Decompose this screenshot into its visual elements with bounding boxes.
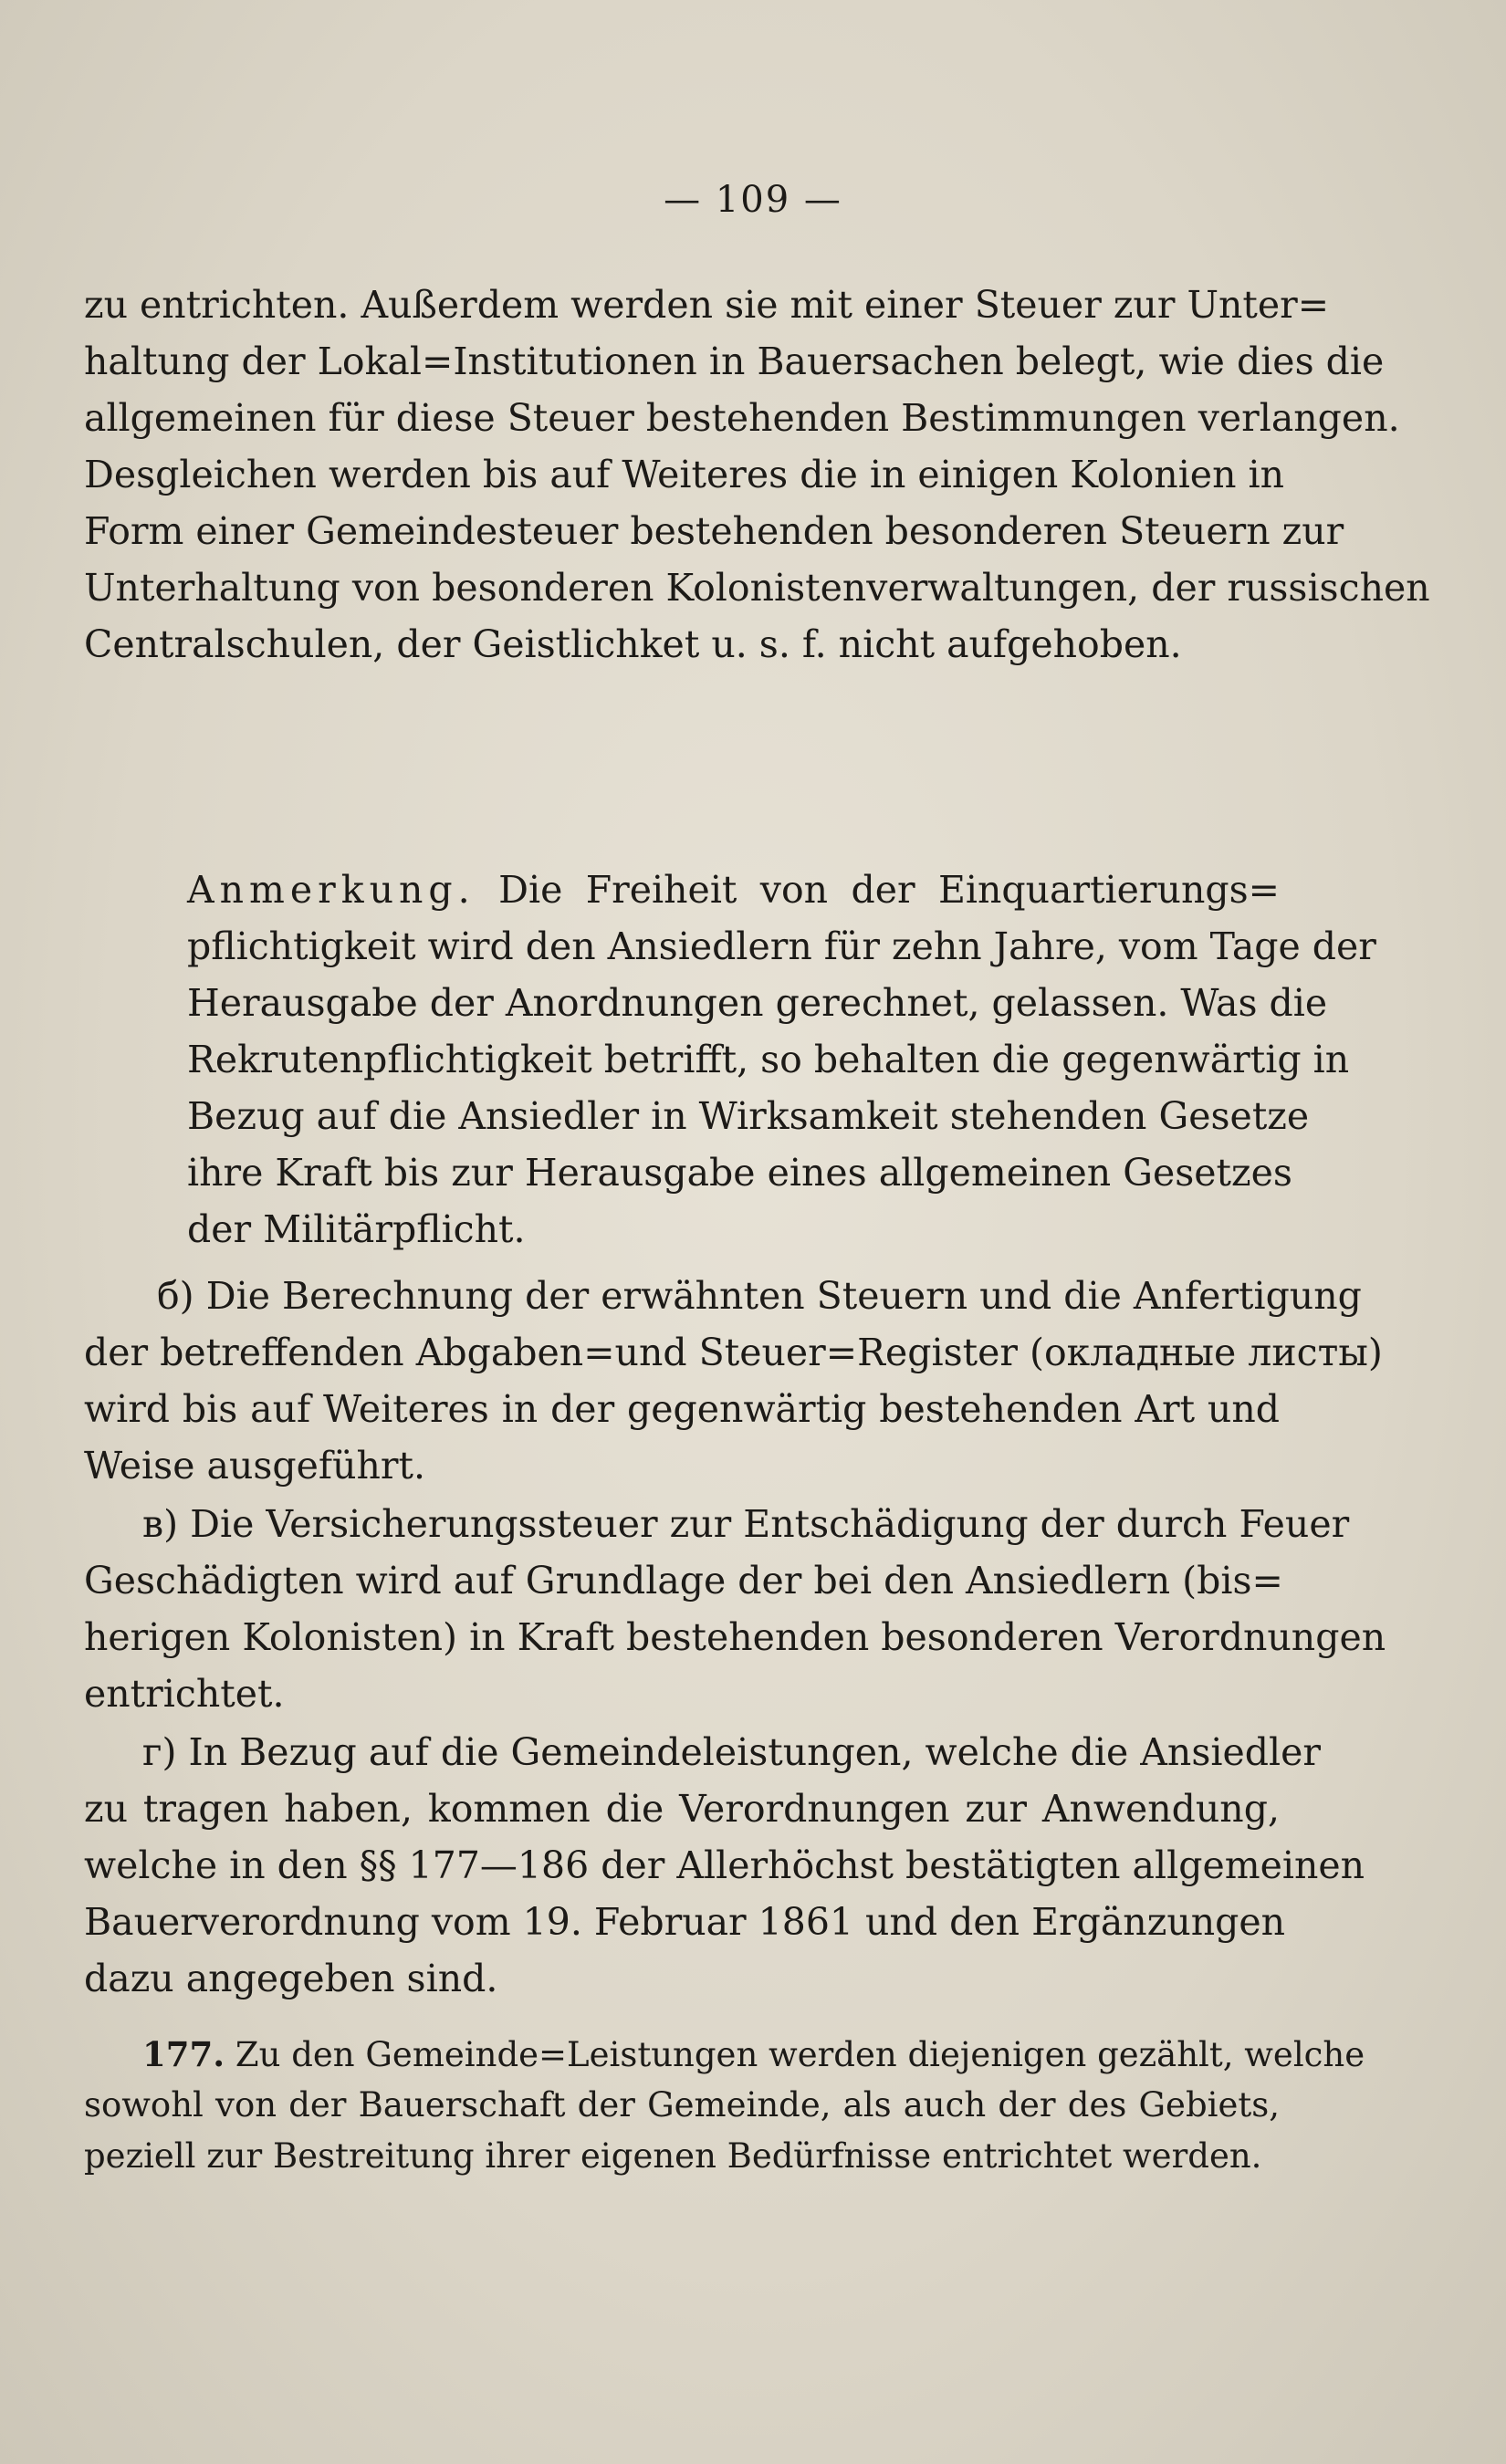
paragraph-continuation — [84, 277, 1430, 673]
text-line: Geschädigten wird auf Grundlage der bei den Ansiedlern (bis= — [84, 1559, 1283, 1603]
text-line: Rekrutenpflichtigkeit betrifft, so behalten die gegenwärtig in — [187, 1038, 1350, 1081]
text-line: zu tragen haben, kommen die Verordnungen zur Anwendung, — [84, 1787, 1280, 1831]
paragraph-g — [84, 1724, 1365, 2007]
note-first-line-text: Die Freiheit von der Einquartierungs= — [498, 868, 1280, 912]
text-line: Bezug auf die Ansiedler in Wirksamkeit stehenden Gesetze — [187, 1094, 1310, 1138]
text-line: dazu angegeben sind. — [84, 1957, 498, 2000]
paragraph-177-first-line — [84, 2029, 1365, 2080]
text-line: haltung der Lokal=Institutionen in Bauersachen belegt, wie dies die — [84, 339, 1385, 383]
note-label: Anmerkung. — [187, 868, 476, 912]
text-line: Weise ausgeführt. — [84, 1444, 426, 1488]
text-line: б) Die Berechnung der erwähnten Steuern und die Anfertigung — [157, 1274, 1362, 1318]
text-line: sowohl von der Bauerschaft der Gemeinde, als auch der des Gebiets, — [84, 2085, 1280, 2125]
note-block — [187, 861, 1376, 1258]
text-line: herigen Kolonisten) in Kraft bestehenden besonderen Verordnungen — [84, 1615, 1386, 1659]
text-line: в) Die Versicherungssteuer zur Entschädigung der durch Feuer — [142, 1502, 1350, 1546]
note-first-line — [187, 861, 1280, 918]
paragraph-v — [84, 1496, 1386, 1722]
text-line: zu entrichten. Außerdem werden sie mit einer Steuer zur Unter= — [84, 283, 1330, 327]
page-number: — 109 — — [664, 179, 842, 221]
paragraph-177-first-line-text: Zu den Gemeinde=Leistungen werden diejenigen gezählt, welche — [235, 2035, 1365, 2074]
text-line: welche in den §§ 177—186 der Allerhöchst bestätigten allgemeinen — [84, 1843, 1365, 1887]
text-line: entrichtet. — [84, 1672, 285, 1716]
text-line: allgemeinen für diese Steuer bestehenden Bestimmungen verlangen. — [84, 396, 1400, 440]
text-line: г) In Bezug auf die Gemeindeleistungen, welche die Ansiedler — [142, 1730, 1321, 1774]
paragraph-b — [84, 1268, 1383, 1494]
text-line: pezi​ell zur Bestreitung ihrer eigenen Bedürfnisse entrichtet werden. — [84, 2136, 1262, 2176]
text-line: der betreffenden Abgaben=und Steuer=Register (окладные листы) — [84, 1331, 1383, 1374]
text-line: Form einer Gemeindesteuer bestehenden besonderen Steuern zur — [84, 509, 1344, 553]
text-line: wird bis auf Weiteres in der gegenwärtig bestehenden Art und — [84, 1387, 1280, 1431]
section-number: 177. — [142, 2034, 225, 2074]
text-line: Herausgabe der Anordnungen gerechnet, gelassen. Was die — [187, 981, 1328, 1025]
text-line: der Militärpflicht. — [187, 1207, 526, 1251]
text-line: Desgleichen werden bis auf Weiteres die in einigen Kolonien in — [84, 453, 1285, 496]
text-line: Centralschulen, der Geistlichket u. s. f. nicht aufgehoben. — [84, 622, 1182, 666]
text-line: ihre Kraft bis zur Herausgabe eines allgemeinen Gesetzes — [187, 1151, 1292, 1195]
text-line: pflichtigkeit wird den Ansiedlern für zehn Jahre, vom Tage der — [187, 924, 1376, 968]
paragraph-177 — [84, 2029, 1365, 2182]
text-line: Bauerverordnung vom 19. Februar 1861 und den Ergänzungen — [84, 1900, 1286, 1944]
text-line: Unterhaltung von besonderen Kolonistenverwaltungen, der russischen — [84, 566, 1430, 610]
